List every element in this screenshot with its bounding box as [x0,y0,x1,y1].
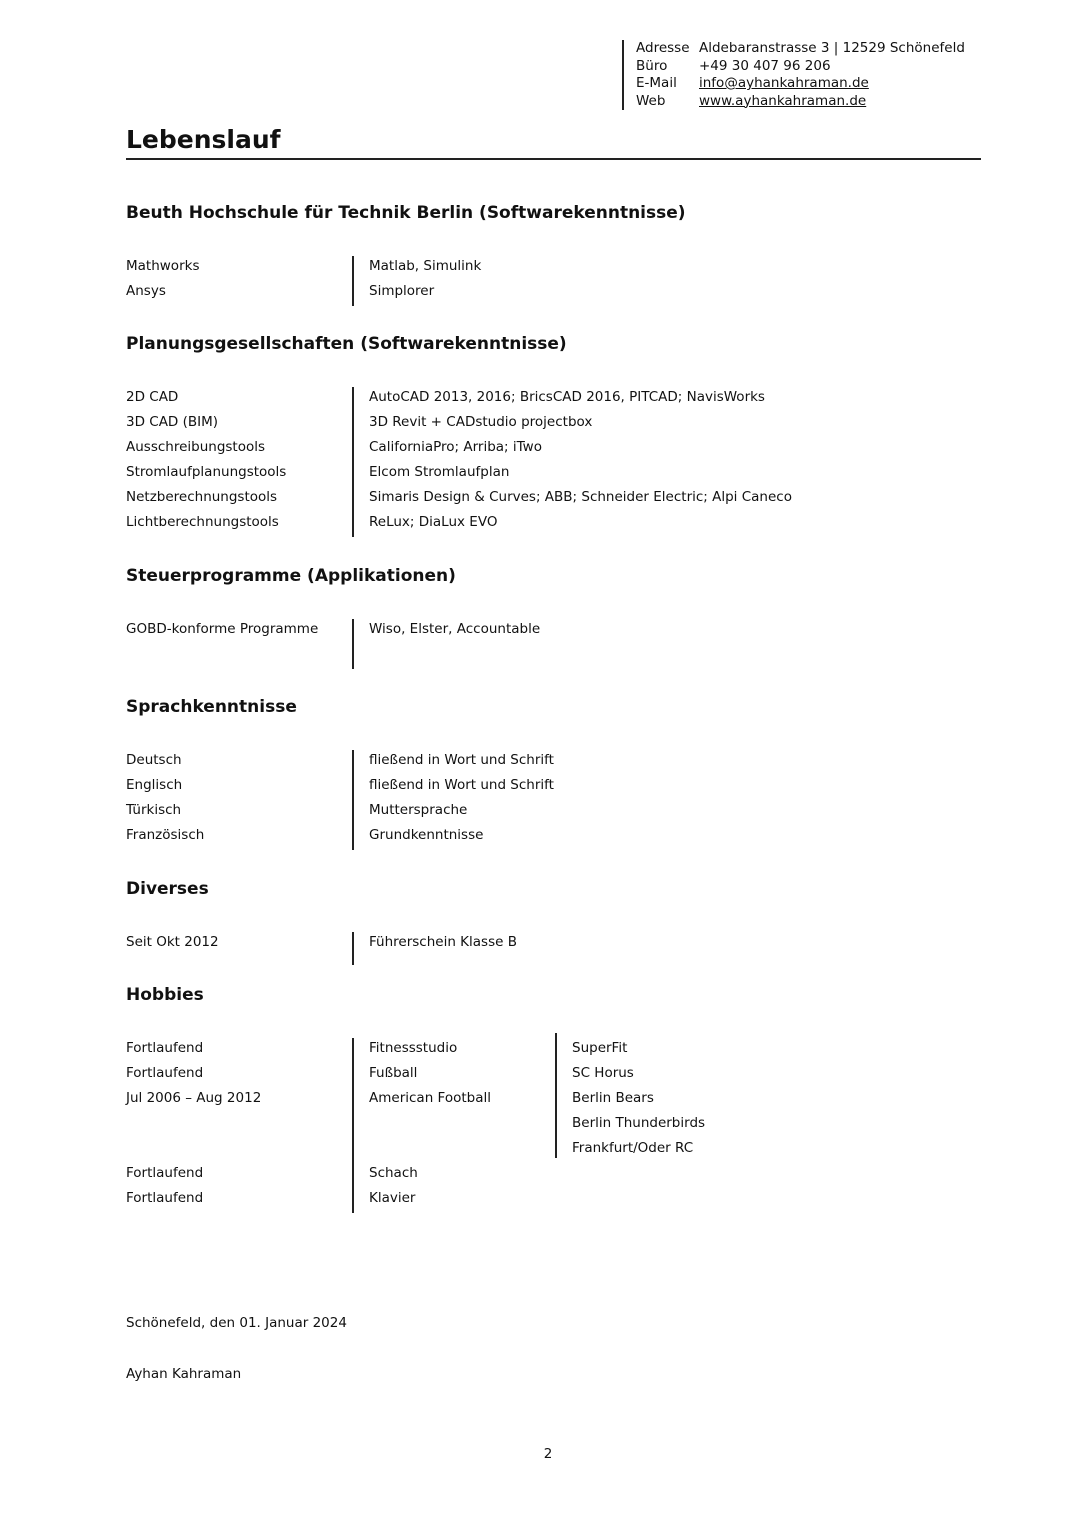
contact-value [699,75,869,93]
contact-row [636,75,965,93]
row-label: Ausschreibungstools [126,439,266,455]
contact-block [622,40,965,110]
row-value: AutoCAD 2013, 2016; BricsCAD 2016, PITCAD; NavisWorks [369,389,765,405]
row-label: Ansys [126,283,166,299]
page-number: 2 [543,1446,553,1462]
row-detail: Berlin Thunderbirds [572,1115,706,1131]
email-link[interactable]: info@ayhankahraman.de [699,75,869,91]
section-heading-planung: Planungsgesellschaften (Softwarekenntnisse) [126,334,567,354]
row-label: Türkisch [126,802,182,818]
contact-label: Adresse [636,40,690,56]
row-value: Simplorer [369,283,435,299]
column-divider [352,256,354,306]
section-heading-hobbies: Hobbies [126,985,204,1005]
row-label: Fortlaufend [126,1065,204,1081]
column-divider [352,932,354,965]
row-label: Jul 2006 – Aug 2012 [126,1090,262,1106]
row-detail: SC Horus [572,1065,634,1081]
place-date: Schönefeld, den 01. Januar 2024 [126,1315,347,1331]
row-label: Englisch [126,777,183,793]
row-value: American Football [369,1090,491,1106]
row-detail: Berlin Bears [572,1090,654,1106]
row-value: Fitnessstudio [369,1040,458,1056]
contact-label: Web [636,92,666,109]
contact-row [636,58,965,76]
row-label: Fortlaufend [126,1040,204,1056]
row-label: GOBD-konforme Programme [126,621,319,637]
row-value: fließend in Wort und Schrift [369,752,554,768]
website-link[interactable]: www.ayhankahraman.de [699,92,867,109]
row-value: 3D Revit + CADstudio projectbox [369,414,593,430]
row-detail: Frankfurt/Oder RC [572,1140,694,1156]
row-value: Elcom Stromlaufplan [369,464,510,480]
column-divider [352,750,354,850]
contact-label: E-Mail [636,75,677,91]
row-value: Schach [369,1165,418,1181]
section-heading-steuer: Steuerprogramme (Applikationen) [126,566,456,586]
row-value: Simaris Design & Curves; ABB; Schneider Electric; Alpi Caneco [369,489,792,505]
row-label: Stromlaufplanungstools [126,464,287,480]
row-detail: SuperFit [572,1040,628,1056]
row-label: 3D CAD (BIM) [126,414,219,430]
contact-label: Büro [636,57,668,74]
row-label: Mathworks [126,258,200,274]
contact-value [699,93,866,111]
row-value: CaliforniaPro; Arriba; iTwo [369,439,542,455]
column-divider [352,1038,354,1213]
column-divider [352,387,354,537]
row-value: ReLux; DiaLux EVO [369,514,498,530]
column-divider [555,1033,557,1158]
row-label: Netzberechnungstools [126,489,278,505]
row-value: Fußball [369,1065,418,1081]
row-label: Deutsch [126,752,182,768]
column-divider [352,619,354,669]
row-label: Seit Okt 2012 [126,934,219,950]
signature-name: Ayhan Kahraman [126,1366,242,1382]
contact-value: Aldebaranstrasse 3 | 12529 Schönefeld [699,40,965,56]
contact-row [636,40,965,58]
row-label: Fortlaufend [126,1190,204,1206]
row-value: Muttersprache [369,802,468,818]
section-heading-beuth: Beuth Hochschule für Technik Berlin (Softwarekenntnisse) [126,203,686,223]
page-title: Lebenslauf [126,124,981,160]
section-heading-sprachen: Sprachkenntnisse [126,697,297,717]
row-value: fließend in Wort und Schrift [369,777,554,793]
contact-value: +49 30 407 96 206 [699,57,831,74]
row-value: Führerschein Klasse B [369,934,517,950]
row-label: Fortlaufend [126,1165,204,1181]
row-value: Wiso, Elster, Accountable [369,621,541,637]
contact-row [636,93,965,111]
section-heading-diverses: Diverses [126,879,209,899]
row-value: Matlab, Simulink [369,258,482,274]
row-label: Lichtberechnungstools [126,514,279,530]
row-label: Französisch [126,827,205,843]
row-label: 2D CAD [126,389,179,405]
row-value: Klavier [369,1190,416,1206]
row-value: Grundkenntnisse [369,827,484,843]
